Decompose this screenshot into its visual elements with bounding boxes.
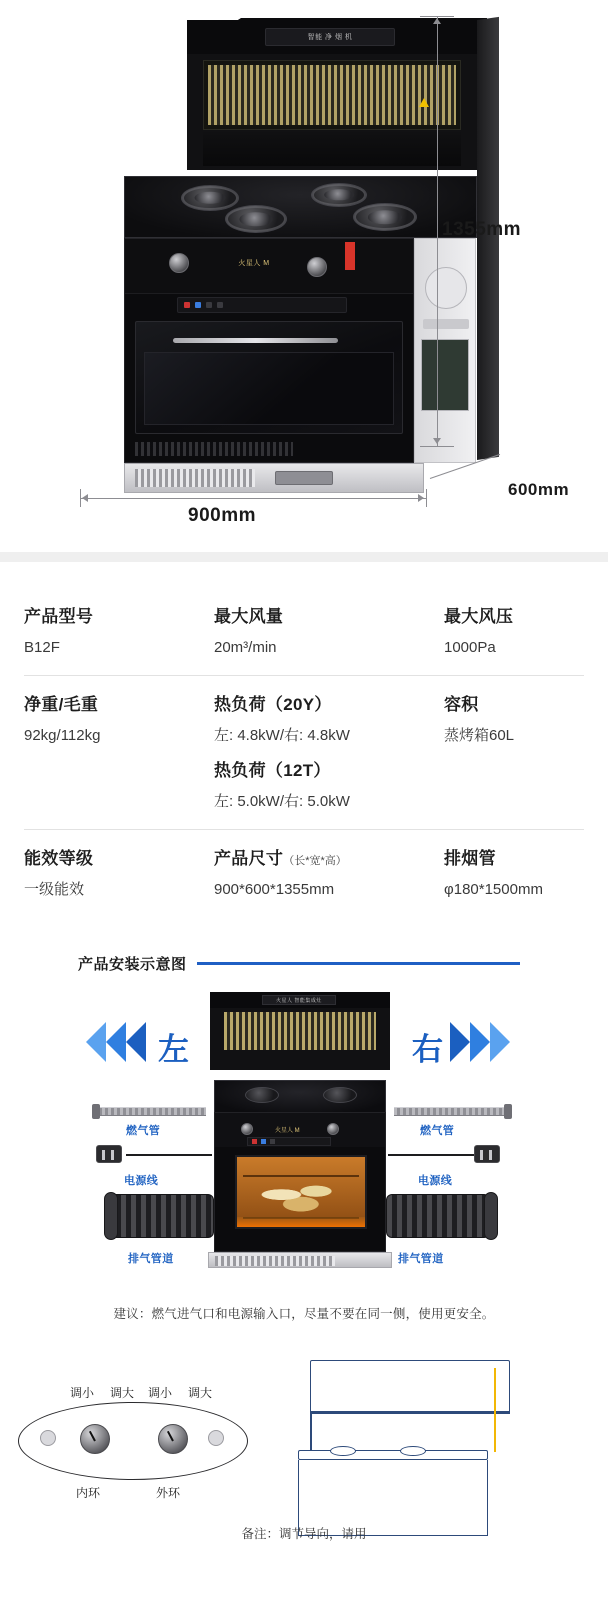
spec-value: 900*600*1355mm xyxy=(214,880,335,898)
spec-title: 热负荷（20Y） xyxy=(214,695,332,715)
spec-cell-max-pressure xyxy=(444,602,584,659)
display-indicator-blue xyxy=(195,302,201,308)
spec-value: 一级能效 xyxy=(24,880,85,898)
width-tick-left xyxy=(80,489,81,507)
mini-oven-cavity xyxy=(235,1155,367,1229)
knob-guide-bottom-note: 备注：调节导向，请用 xyxy=(241,1527,367,1541)
gas-knob-left xyxy=(169,253,189,273)
power-plug-right xyxy=(474,1145,500,1163)
knob-indicator-left xyxy=(40,1430,56,1446)
width-tick-right xyxy=(426,489,427,507)
spec-cell-energy-level xyxy=(24,844,214,901)
mini-oven-body xyxy=(214,1112,386,1252)
spec-title: 产品型号 xyxy=(24,607,94,626)
spec-row xyxy=(24,676,584,830)
mini-range-hood xyxy=(210,992,390,1070)
chevron-icon xyxy=(450,1022,470,1062)
power-cord-left-label: 电源线 xyxy=(124,1175,159,1187)
brand-logo: 火星人 M xyxy=(238,260,270,267)
chevron-icon xyxy=(106,1022,126,1062)
hood-control-panel xyxy=(265,28,395,46)
right-direction-label: 右 xyxy=(412,1032,443,1067)
installation-stage xyxy=(0,982,608,1292)
mini-brand-logo: 火星人 M xyxy=(275,1128,300,1134)
burner-cap-icon xyxy=(240,212,273,226)
highlight-line-icon xyxy=(494,1368,496,1452)
power-plug-left xyxy=(96,1145,122,1163)
oven-door xyxy=(135,321,403,434)
installation-heading xyxy=(0,947,608,974)
spec-title: 能效等级 xyxy=(24,848,94,868)
height-tick-top xyxy=(420,16,454,17)
depth-dimension-label: 600mm xyxy=(508,480,570,499)
hood-face-panel xyxy=(187,20,477,54)
spec-value: 92kg/112kg xyxy=(24,727,101,745)
appliance-illustration xyxy=(62,8,432,488)
spec-title: 最大风压 xyxy=(444,607,514,626)
spec-title-text: 产品尺寸 xyxy=(214,848,284,868)
hood-panel-text: 智能 净 烟 机 xyxy=(307,34,353,41)
spec-value: φ180*1500mm xyxy=(444,880,543,898)
mini-hood-grill xyxy=(224,1012,376,1050)
warning-label-red xyxy=(345,242,355,270)
burner-front-left xyxy=(225,205,287,233)
oven-door-glass xyxy=(144,352,394,425)
spec-cell-heat-load xyxy=(214,690,444,813)
knob-label-inner-ring: 内环 xyxy=(76,1486,101,1500)
burner-front-right xyxy=(353,203,417,231)
gas-pipe-right xyxy=(394,1107,504,1116)
knob-indicator-right xyxy=(208,1430,224,1446)
display-indicator-gray xyxy=(270,1139,275,1144)
spec-title: 排烟管 xyxy=(444,848,496,868)
knob-label-small-left: 调小 xyxy=(70,1386,95,1400)
side-strip-detail xyxy=(423,319,469,329)
installation-title: 产品安装示意图 xyxy=(78,956,187,973)
spec-title: 最大风量 xyxy=(214,607,284,626)
display-indicator-red xyxy=(252,1139,257,1144)
appliance-base xyxy=(124,463,424,493)
knob-label-big-right: 调大 xyxy=(188,1386,213,1400)
gas-knob-right xyxy=(307,257,327,277)
width-arrow-right-icon xyxy=(418,494,424,502)
gas-pipe-left-label: 燃气管 xyxy=(126,1125,161,1137)
hood-lower-shadow xyxy=(203,132,461,166)
mini-hood-panel: 火星人 智能集成灶 xyxy=(262,995,336,1005)
dimension-diagram-section xyxy=(0,0,608,552)
spec-value: 左: 4.8kW/右: 4.8kW xyxy=(214,727,350,745)
heading-rule xyxy=(197,962,520,965)
spec-cell-exhaust-pipe xyxy=(444,844,584,901)
spec-value: B12F xyxy=(24,639,60,656)
knob-label-big-left: 调大 xyxy=(110,1386,135,1400)
knob-pointer-icon xyxy=(167,1431,174,1442)
exhaust-duct-right xyxy=(386,1194,490,1238)
exhaust-duct-right-label: 排气管道 xyxy=(398,1253,444,1265)
warning-triangle-icon xyxy=(419,98,429,107)
spacer xyxy=(214,748,436,756)
line-drawing-hood xyxy=(310,1360,510,1412)
spec-value-secondary: 左: 5.0kW/右: 5.0kW xyxy=(214,792,350,810)
dimension-diagram-stage xyxy=(0,0,608,552)
width-arrow-left-icon xyxy=(82,494,88,502)
spec-cell-capacity xyxy=(444,690,584,813)
spec-value: 20m³/min xyxy=(214,639,277,656)
power-cord-right-label: 电源线 xyxy=(418,1175,453,1187)
burner-rear-left xyxy=(181,185,239,211)
installation-diagram-section xyxy=(0,935,608,1328)
mini-knob-right xyxy=(327,1123,339,1135)
oven-display-panel xyxy=(177,297,347,313)
display-indicator-blue xyxy=(261,1139,266,1144)
gas-pipe-right-label: 燃气管 xyxy=(420,1125,455,1137)
height-arrow-down-icon xyxy=(433,438,441,444)
hood-filter-housing xyxy=(203,60,461,130)
knob-control-inner xyxy=(80,1424,110,1454)
height-arrow-up-icon xyxy=(433,18,441,24)
burner-rear-right xyxy=(311,183,367,207)
height-dimension-label: 1355mm xyxy=(442,219,522,240)
mini-knob-left xyxy=(241,1123,253,1135)
spec-title-secondary: 热负荷（12T） xyxy=(214,760,331,780)
knob-label-small-right: 调小 xyxy=(148,1386,173,1400)
chevron-icon xyxy=(470,1022,490,1062)
knob-guide-section xyxy=(0,1346,608,1541)
oven-bottom-vents xyxy=(135,442,293,456)
width-dimension-label: 900mm xyxy=(188,505,256,526)
plug-pin-icon xyxy=(480,1150,483,1160)
width-dimension-line xyxy=(80,498,426,499)
height-dimension-line xyxy=(437,16,438,446)
height-tick-bottom xyxy=(420,446,454,447)
burner-cap-icon xyxy=(368,210,402,224)
knob-label-outer-ring: 外环 xyxy=(156,1486,181,1500)
power-cord-right-wire xyxy=(388,1154,474,1156)
line-drawing-cooktop xyxy=(298,1450,488,1460)
spec-title: 净重/毛重 xyxy=(24,695,99,715)
side-window-detail xyxy=(421,339,469,411)
spec-value: 1000Pa xyxy=(444,639,496,656)
display-indicator-gray-2 xyxy=(217,302,223,308)
specification-table xyxy=(0,562,608,935)
knob-pointer-icon xyxy=(89,1431,96,1442)
oven-door-handle xyxy=(173,338,338,343)
knob-control-outer xyxy=(158,1424,188,1454)
mini-cooktop xyxy=(214,1080,386,1114)
knob-guide-diagram xyxy=(18,1384,248,1504)
chevron-icon xyxy=(126,1022,146,1062)
gas-pipe-left xyxy=(96,1107,206,1116)
stove-line-drawing xyxy=(258,1354,588,1534)
plug-pin-icon xyxy=(102,1150,105,1160)
chevron-icon xyxy=(490,1022,510,1062)
spec-cell-product-size xyxy=(214,844,444,901)
line-drawing-back-edge xyxy=(310,1412,312,1452)
side-circle-detail xyxy=(425,267,467,309)
food-illustration xyxy=(249,1181,357,1215)
mini-hood-face xyxy=(210,992,390,1008)
display-indicator-gray xyxy=(206,302,212,308)
mini-appliance-base xyxy=(208,1252,392,1268)
base-plate xyxy=(275,471,333,485)
spec-title xyxy=(214,844,436,869)
right-direction-chevrons-icon xyxy=(450,1022,510,1062)
mini-burner-right xyxy=(323,1087,357,1103)
oven-rack-icon xyxy=(243,1175,359,1177)
spec-row xyxy=(24,830,584,917)
base-grille xyxy=(135,469,255,487)
exhaust-duct-right-end xyxy=(484,1192,498,1240)
oven-control-strip xyxy=(125,239,413,294)
mini-burner-left xyxy=(245,1087,279,1103)
range-hood xyxy=(187,20,477,170)
spec-title: 容积 xyxy=(444,695,479,715)
chevron-icon xyxy=(86,1022,106,1062)
left-direction-chevrons-icon xyxy=(86,1022,146,1062)
left-direction-label: 左 xyxy=(158,1032,189,1067)
spec-row xyxy=(24,588,584,676)
appliance-right-column xyxy=(414,238,476,463)
gas-pipe-right-cap xyxy=(504,1104,512,1119)
spec-cell-weight xyxy=(24,690,214,813)
mini-display-panel xyxy=(247,1137,331,1146)
plug-pin-icon xyxy=(111,1150,114,1160)
section-divider xyxy=(0,552,608,562)
plug-pin-icon xyxy=(489,1150,492,1160)
exhaust-duct-left-end xyxy=(104,1192,118,1240)
line-drawing-burner-right xyxy=(400,1446,426,1456)
mini-base-grille xyxy=(215,1256,335,1266)
steam-oven-body xyxy=(124,238,414,463)
spec-cell-max-airflow xyxy=(214,602,444,659)
exhaust-duct-left xyxy=(110,1194,214,1238)
cooktop-surface xyxy=(124,176,477,238)
display-indicator-red xyxy=(184,302,190,308)
installation-appliance-illustration xyxy=(200,992,400,1264)
spec-title-sub: （长*宽*高） xyxy=(283,854,347,867)
spec-value: 蒸烤箱60L xyxy=(444,727,515,745)
oven-flame-glow xyxy=(237,1217,365,1227)
hood-filter-grill xyxy=(208,65,456,125)
line-drawing-hood-base xyxy=(310,1412,510,1414)
exhaust-duct-left-label: 排气管道 xyxy=(128,1253,174,1265)
spec-cell-model xyxy=(24,602,214,659)
mini-control-strip xyxy=(215,1113,385,1147)
installation-note: 建议：燃气进气口和电源输入口，尽量不要在同一侧，使用更安全。 xyxy=(113,1307,495,1321)
gas-pipe-left-cap xyxy=(92,1104,100,1119)
line-drawing-burner-left xyxy=(330,1446,356,1456)
